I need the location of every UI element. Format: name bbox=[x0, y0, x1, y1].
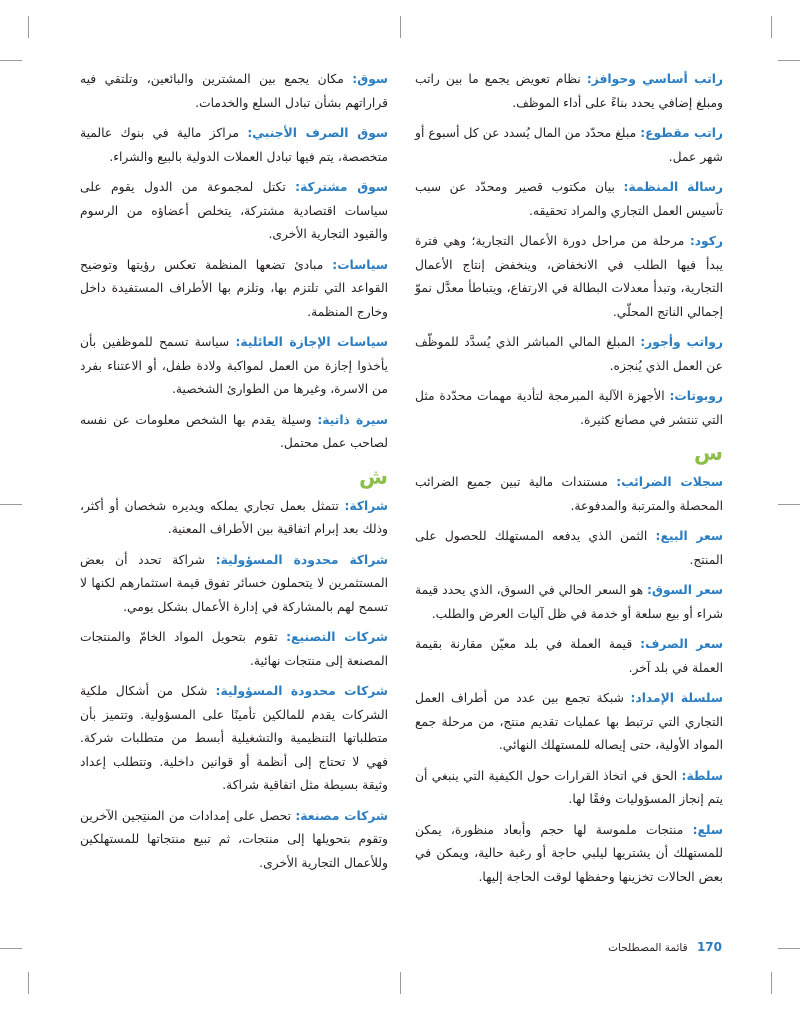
glossary-definition: الأجهزة الآلية المبرمجة لتأدية مهمات محدّدة مثل التي تنتشر في مصانع كثيرة. bbox=[415, 389, 723, 427]
glossary-entry bbox=[415, 122, 723, 169]
glossary-entry bbox=[415, 765, 723, 812]
glossary-term: رسالة المنظمة: bbox=[623, 180, 723, 194]
glossary-entry bbox=[415, 579, 723, 626]
crop-mark-top-right-h bbox=[778, 60, 800, 61]
glossary-entry bbox=[80, 409, 388, 456]
entries-sheen bbox=[80, 495, 388, 876]
glossary-definition: مكان يجمع بين المشترين والبائعين، وتلتقي فيه قراراتهم بشأن تبادل السلع والخدمات. bbox=[80, 72, 388, 110]
glossary-definition: مراكز مالية في بنوك عالمية متخصصة، يتم فيها تبادل العملات الدولية بالبيع والشراء. bbox=[80, 126, 388, 164]
glossary-entry bbox=[80, 331, 388, 402]
page-footer bbox=[608, 940, 722, 954]
glossary-term: شراكة: bbox=[344, 498, 388, 513]
glossary-term: سعر البيع: bbox=[655, 529, 723, 543]
entries-ra bbox=[415, 68, 723, 432]
glossary-definition: شراكة تحدد أن بعض المستثمرين لا يتحملون خسائر تفوق قيمة استثمارهم لكنها لا تسمح لهم بالمشاركة في إدارة الأعمال بشكل يومي. bbox=[80, 552, 388, 614]
glossary-term: شراكة محدودة المسؤولية: bbox=[215, 552, 389, 567]
entries-seen-continued bbox=[80, 68, 388, 456]
glossary-page bbox=[80, 68, 723, 948]
glossary-definition: شبكة تجمع بين عدد من أطراف العمل التجاري التي ترتبط بها عمليات تقديم منتج، من مرحلة جمع المواد الأولية، حتى إيصاله للمستهلك النهائي. bbox=[415, 691, 723, 752]
glossary-entry bbox=[80, 680, 388, 798]
crop-mark-bottom-right-h bbox=[778, 948, 800, 949]
glossary-term: روبوتات: bbox=[669, 389, 723, 403]
crop-mark-mid-right bbox=[778, 504, 800, 505]
glossary-entry bbox=[415, 385, 723, 432]
section-letter-sheen: ش bbox=[359, 464, 388, 489]
crop-mark-bottom-center bbox=[400, 972, 401, 994]
glossary-term: سوق مشتركة: bbox=[295, 180, 388, 194]
glossary-definition: تقوم بتحويل المواد الخامّ والمنتجات المصنعة إلى منتجات نهائية. bbox=[80, 630, 388, 668]
glossary-definition: بيان مكتوب قصير ومحدّد عن سبب تأسيس العمل التجاري والمراد تحقيقه. bbox=[415, 180, 723, 218]
glossary-entry bbox=[415, 819, 723, 890]
glossary-entry bbox=[80, 254, 388, 325]
glossary-definition: مرحلة من مراحل دورة الأعمال التجارية؛ وهي فترة يبدأ فيها الطلب في الانخفاض، وينخفض إنتاج الأعمال التجارية، وتبدأ معدلات البطالة في الارتفاع، ويتباطأ معدَّل نموّ إجمالي الناتج المحلّي. bbox=[415, 234, 723, 319]
entries-seen bbox=[415, 471, 723, 889]
glossary-term: شركات مصنعة: bbox=[295, 808, 388, 823]
glossary-definition: مبلغ محدّد من المال يُسدد عن كل أسبوع أو شهر عمل. bbox=[415, 126, 723, 164]
glossary-term: سعر السوق: bbox=[647, 583, 723, 597]
glossary-entry bbox=[415, 68, 723, 115]
glossary-term: سجلات الضرائب: bbox=[616, 475, 723, 489]
glossary-definition: هو السعر الحالي في السوق، الذي يحدد قيمة شراء أو بيع سلعة أو خدمة في ظل آليات العرض والطلب. bbox=[415, 583, 723, 621]
glossary-definition: تحصل على إمدادات من المنتِجين الآخرين وتقوم بتحويلها إلى منتجات، ثم تبيع منتجاتها للمستهلكين وللأعمال التجارية الأخرى. bbox=[80, 808, 388, 870]
crop-mark-top-center bbox=[400, 16, 401, 38]
footer-title: قائمة المصطلحات bbox=[608, 942, 688, 954]
glossary-term: سوق الصرف الأجنبي: bbox=[247, 126, 388, 140]
glossary-entry bbox=[80, 549, 388, 620]
glossary-term: رواتب وأجور: bbox=[640, 335, 724, 349]
glossary-entry bbox=[80, 176, 388, 247]
glossary-entry bbox=[415, 687, 723, 758]
section-letter-seen: س bbox=[694, 441, 723, 465]
glossary-entry bbox=[415, 633, 723, 680]
glossary-term: سلطة: bbox=[681, 768, 723, 783]
glossary-entry bbox=[415, 176, 723, 223]
glossary-definition: منتجات ملموسة لها حجم وأبعاد منظورة، يمكن للمستهلك أن يشتريها ليلبي حاجة أو رغبة حالية، ويمكن في بعض الحالات تخزينها وحفظها لوقت الحاجة إليها. bbox=[415, 822, 723, 884]
glossary-term: سلع: bbox=[692, 822, 723, 837]
glossary-definition: مبادئ تضعها المنظمة تعكس رؤيتها وتوضيح القواعد التي تلتزم بها، وتلزم بها الأطراف المستفيدة داخل وخارج المنظمة. bbox=[80, 257, 388, 319]
glossary-term: راتب أساسي وحوافز: bbox=[586, 72, 724, 86]
glossary-term: سوق: bbox=[352, 72, 388, 86]
glossary-entry bbox=[80, 805, 388, 876]
glossary-definition: وسيلة يقدم بها الشخص معلومات عن نفسه لصاحب عمل محتمل. bbox=[80, 412, 388, 450]
glossary-definition: تكتل لمجموعة من الدول يقوم على سياسات اقتصادية مشتركة، يتخلص أعضاؤه من الرسوم والقيود التجارية الأخرى. bbox=[80, 180, 388, 241]
glossary-definition: قيمة العملة في بلد معيّن مقارنة بقيمة العملة في بلد آخر. bbox=[415, 637, 723, 675]
glossary-term: شركات محدودة المسؤولية: bbox=[215, 684, 388, 698]
glossary-definition: نظام تعويض يجمع ما بين راتب ومبلغ إضافي يحدد بناءً على أداء الموظف. bbox=[415, 72, 723, 110]
glossary-term: سعر الصرف: bbox=[640, 637, 723, 651]
glossary-column-left bbox=[80, 68, 388, 882]
crop-mark-mid-left bbox=[0, 504, 22, 505]
glossary-definition: شكل من أشكال ملكية الشركات يقدم للمالكين تأمينًا على المسؤولية. وتتميز بأن متطلباتها التنظيمية والتشغيلية أبسط من متطلبات شركة. فهي لا تحتاج إلى أنظمة أو قوانين داخلية. وتتطلب إعداد وثيقة بسيطة مثل اتفاقية شراكة. bbox=[80, 684, 388, 792]
glossary-term: سلسلة الإمداد: bbox=[630, 691, 723, 705]
glossary-entry bbox=[80, 495, 388, 542]
crop-mark-top-left-h bbox=[0, 60, 22, 61]
glossary-term: سياسات الإجازة العائلية: bbox=[235, 335, 388, 349]
glossary-definition: تتمثل بعمل تجاري يملكه ويديره شخصان أو أكثر، وذلك بعد إبرام اتفاقية بين الأطراف المعنية. bbox=[80, 498, 388, 536]
crop-mark-top-left bbox=[28, 16, 29, 38]
glossary-entry bbox=[415, 471, 723, 518]
glossary-definition: سياسة تسمح للموظفين بأن يأخذوا إجازة من العمل لمواكبة ولادة طفل، أو الاعتناء بفرد من الاسرة، وغيرها من الطوارئ الشخصية. bbox=[80, 335, 388, 396]
glossary-term: شركات التصنيع: bbox=[286, 630, 388, 644]
crop-mark-bottom-left bbox=[28, 972, 29, 994]
glossary-entry bbox=[80, 626, 388, 673]
glossary-term: ركود: bbox=[689, 234, 723, 248]
glossary-definition: المبلغ المالي المباشر الذي يُسدَّد للموظّف عن العمل الذي يُنجزه. bbox=[415, 335, 723, 373]
glossary-definition: مستندات مالية تبين جميع الضرائب المحصلة والمترتبة والمدفوعة. bbox=[415, 475, 723, 513]
glossary-entry bbox=[415, 525, 723, 572]
glossary-entry bbox=[80, 68, 388, 115]
crop-mark-top-right bbox=[771, 16, 772, 38]
glossary-term: راتب مقطوع: bbox=[640, 126, 723, 140]
crop-mark-bottom-left-h bbox=[0, 948, 22, 949]
glossary-entry bbox=[80, 122, 388, 169]
glossary-column-right bbox=[415, 68, 723, 896]
glossary-entry bbox=[415, 331, 723, 378]
crop-mark-bottom-right bbox=[771, 972, 772, 994]
glossary-definition: الحق في اتخاذ القرارات حول الكيفية التي ينبغي أن يتم إنجاز المسؤوليات وفقًا لها. bbox=[415, 768, 723, 806]
glossary-entry bbox=[415, 230, 723, 324]
page-number: 170 bbox=[696, 940, 722, 954]
glossary-definition: الثمن الذي يدفعه المستهلك للحصول على المنتج. bbox=[415, 529, 723, 567]
glossary-term: سياسات: bbox=[332, 257, 388, 272]
glossary-term: سيرة ذاتية: bbox=[317, 412, 388, 427]
